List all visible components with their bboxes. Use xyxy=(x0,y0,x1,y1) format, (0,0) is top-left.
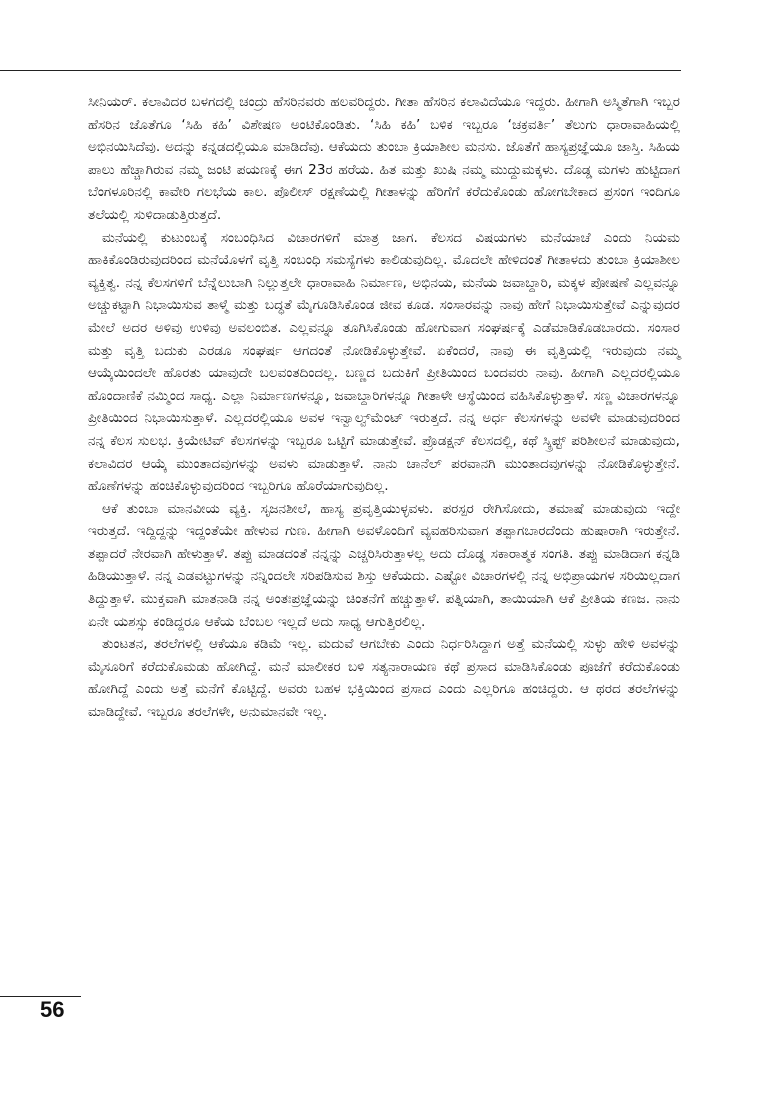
body-text xyxy=(88,91,680,724)
paragraph-2: ಮನೆಯಲ್ಲಿ ಕುಟುಂಬಕ್ಕೆ ಸಂಬಂಧಿಸಿದ ವಿಚಾರಗಳಿಗೆ ಮಾತ್ರ ಜಾಗ. ಕೆಲಸದ ವಿಷಯಗಳು ಮನೆಯಾಚೆ ಎಂದು ನಿಯಮ ಹಾಕಿಕೊಂಡಿರುವುದರಿಂದ ಮನೆಯೊಳಗೆ ವೃತ್ತಿ ಸಂಬಂಧಿ ಸಮಸ್ಯೆಗಳು ಕಾಲಿಡುವುದಿಲ್ಲ. ಮೊದಲೇ ಹೇಳಿದಂತೆ ಗೀತಾಳದು ತುಂಬಾ ಕ್ರಿಯಾಶೀಲ ವ್ಯಕ್ತಿತ್ವ. ನನ್ನ ಕೆಲಸಗಳಿಗೆ ಬೆನ್ನೆಲುಬಾಗಿ ನಿಲ್ಲುತ್ತಲೇ ಧಾರಾವಾಹಿ ನಿರ್ಮಾಣ, ಅಭಿನಯ, ಮನೆಯ ಜವಾಬ್ದಾರಿ, ಮಕ್ಕಳ ಪೋಷಣೆ ಎಲ್ಲವನ್ನೂ ಅಚ್ಚುಕಟ್ಟಾಗಿ ನಿಭಾಯಿಸುವ ತಾಳ್ಮೆ ಮತ್ತು ಬದ್ಧತೆ ಮೈಗೂಡಿಸಿಕೊಂಡ ಜೀವ ಕೂಡ. ಸಂಸಾರವನ್ನು ನಾವು ಹೇಗೆ ನಿಭಾಯಿಸುತ್ತೇವೆ ಎನ್ನುವುದರ ಮೇಲೆ ಅದರ ಅಳಿವು ಉಳಿವು ಅವಲಂಬಿತ. ಎಲ್ಲವನ್ನೂ ತೂಗಿಸಿಕೊಂಡು ಹೋಗುವಾಗ ಸಂಘರ್ಷಕ್ಕೆ ಎಡೆಮಾಡಿಕೊಡಬಾರದು. ಸಂಸಾರ ಮತ್ತು ವೃತ್ತಿ ಬದುಕು ಎರಡೂ ಸಂಘರ್ಷ ಆಗದಂತೆ ನೋಡಿಕೊಳ್ಳುತ್ತೇವೆ. ಏಕೆಂದರೆ, ನಾವು ಈ ವೃತ್ತಿಯಲ್ಲಿ ಇರುವುದು ನಮ್ಮ ಆಯ್ಕೆಯಿಂದಲೇ ಹೊರತು ಯಾವುದೇ ಬಲವಂತದಿಂದಲ್ಲ. ಬಣ್ಣದ ಬದುಕಿಗೆ ಪ್ರೀತಿಯಿಂದ ಬಂದವರು ನಾವು. ಹೀಗಾಗಿ ಎಲ್ಲದರಲ್ಲಿಯೂ ಹೊಂದಾಣಿಕೆ ನಮ್ಮಿಂದ ಸಾಧ್ಯ. ಎಲ್ಲಾ ನಿರ್ಮಾಣಗಳನ್ನೂ, ಜವಾಬ್ದಾರಿಗಳನ್ನೂ ಗೀತಾಳೇ ಆಸ್ಥೆಯಿಂದ ವಹಿಸಿಕೊಳ್ಳುತ್ತಾಳೆ. ಸಣ್ಣ ವಿಚಾರಗಳನ್ನೂ ಪ್ರೀತಿಯಿಂದ ನಿಭಾಯಿಸುತ್ತಾಳೆ. ಎಲ್ಲದರಲ್ಲಿಯೂ ಅವಳ ಇನ್ವಾಲ್ವ್‌ಮೆಂಟ್ ಇರುತ್ತದೆ. ನನ್ನ ಅರ್ಧ ಕೆಲಸಗಳನ್ನು ಅವಳೇ ಮಾಡುವುದರಿಂದ ನನ್ನ ಕೆಲಸ ಸುಲಭ. ಕ್ರಿಯೇಟಿವ್ ಕೆಲಸಗಳನ್ನು ಇಬ್ಬರೂ ಒಟ್ಟಿಗೆ ಮಾಡುತ್ತೇವೆ. ಪ್ರೊಡಕ್ಷನ್ ಕೆಲಸದಲ್ಲಿ, ಕಥೆ ಸ್ಕ್ರಿಪ್ಟ್ ಪರಿಶೀಲನೆ ಮಾಡುವುದು, ಕಲಾವಿದರ ಆಯ್ಕೆ ಮುಂತಾದವುಗಳನ್ನು ಅವಳು ಮಾಡುತ್ತಾಳೆ. ನಾನು ಚಾನೆಲ್ ಪರವಾನಗಿ ಮುಂತಾದವುಗಳನ್ನು ನೋಡಿಕೊಳ್ಳುತ್ತೇನೆ. ಹೊಣೆಗಳನ್ನು ಹಂಚಿಕೊಳ್ಳುವುದರಿಂದ ಇಬ್ಬರಿಗೂ ಹೊರೆಯಾಗುವುದಿಲ್ಲ. xyxy=(88,229,680,495)
page-number: 56 xyxy=(40,997,65,1022)
paragraph-1: ಸೀನಿಯರ್. ಕಲಾವಿದರ ಬಳಗದಲ್ಲಿ ಚಂದ್ರು ಹೆಸರಿನವರು ಹಲವರಿದ್ದರು. ಗೀತಾ ಹೆಸರಿನ ಕಲಾವಿದೆಯೂ ಇದ್ದರು. ಹೀಗಾಗಿ ಅಸ್ಮಿತೆಗಾಗಿ ಇಬ್ಬರ ಹೆಸರಿನ ಜೊತೆಗೂ ‘ಸಿಹಿ ಕಹಿ’ ವಿಶೇಷಣ ಅಂಟಿಕೊಂಡಿತು. ‘ಸಿಹಿ ಕಹಿ’ ಬಳಿಕ ಇಬ್ಬರೂ ‘ಚಕ್ರವರ್ತಿ’ ತೆಲುಗು ಧಾರಾವಾಹಿಯಲ್ಲಿ ಅಭಿನಯಿಸಿದೆವು. ಅದನ್ನು ಕನ್ನಡದಲ್ಲಿಯೂ ಮಾಡಿದೆವು. ಆಕೆಯದು ತುಂಬಾ ಕ್ರಿಯಾಶೀಲ ಮನಸು. ಜೊತೆಗೆ ಹಾಸ್ಯಪ್ರಜ್ಞೆಯೂ ಜಾಸ್ತಿ. ಸಿಹಿಯ ಪಾಲು ಹೆಚ್ಚಾಗಿರುವ ನಮ್ಮ ಜಂಟಿ ಪಯಣಕ್ಕೆ ಈಗ 23ರ ಹರೆಯ. ಹಿತ ಮತ್ತು ಖುಷಿ ನಮ್ಮ ಮುದ್ದುಮಕ್ಕಳು. ದೊಡ್ಡ ಮಗಳು ಹುಟ್ಟಿದಾಗ ಬೆಂಗಳೂರಿನಲ್ಲಿ ಕಾವೇರಿ ಗಲಭೆಯ ಕಾಲ. ಪೊಲೀಸ್ ರಕ್ಷಣೆಯಲ್ಲಿ ಗೀತಾಳನ್ನು ಹೆರಿಗೆಗೆ ಕರೆದುಕೊಂಡು ಹೋಗಬೇಕಾದ ಪ್ರಸಂಗ ಇಂದಿಗೂ ತಲೆಯಲ್ಲಿ ಸುಳಿದಾಡುತ್ತಿರುತ್ತದೆ. xyxy=(88,94,680,223)
top-rule xyxy=(0,70,681,71)
paragraph-3: ಆಕೆ ತುಂಬಾ ಮಾನವೀಯ ವ್ಯಕ್ತಿ. ಸೃಜನಶೀಲೆ, ಹಾಸ್ಯ ಪ್ರವೃತ್ತಿಯುಳ್ಳವಳು. ಪರಸ್ಪರ ರೇಗಿಸೋದು, ತಮಾಷೆ ಮಾಡುವುದು ಇದ್ದೇ ಇರುತ್ತದೆ. ಇದ್ದಿದ್ದನ್ನು ಇದ್ದಂತೆಯೇ ಹೇಳುವ ಗುಣ. ಹೀಗಾಗಿ ಅವಳೊಂದಿಗೆ ವ್ಯವಹರಿಸುವಾಗ ತಪ್ಪಾಗಬಾರದೆಂದು ಹುಷಾರಾಗಿ ಇರುತ್ತೇನೆ. ತಪ್ಪಾದರೆ ನೇರವಾಗಿ ಹೇಳುತ್ತಾಳೆ. ತಪ್ಪು ಮಾಡದಂತೆ ನನ್ನನ್ನು ಎಚ್ಚರಿಸಿರುತ್ತಾಳಲ್ಲ ಅದು ದೊಡ್ಡ ಸಕಾರಾತ್ಮಕ ಸಂಗತಿ. ತಪ್ಪು ಮಾಡಿದಾಗ ಕನ್ನಡಿ ಹಿಡಿಯುತ್ತಾಳೆ. ನನ್ನ ಎಡವಟ್ಟುಗಳನ್ನು ನನ್ನಿಂದಲೇ ಸರಿಪಡಿಸುವ ಶಿಸ್ತು ಆಕೆಯದು. ಎಷ್ಟೋ ವಿಚಾರಗಳಲ್ಲಿ ನನ್ನ ಅಭಿಪ್ರಾಯಗಳ ಸರಿಯಿಲ್ಲದಾಗ ತಿದ್ದುತ್ತಾಳೆ. ಮುಕ್ತವಾಗಿ ಮಾತನಾಡಿ ನನ್ನ ಅಂತಃಪ್ರಜ್ಞೆಯನ್ನು ಚಿಂತನೆಗೆ ಹಚ್ಚುತ್ತಾಳೆ. ಪತ್ನಿಯಾಗಿ, ತಾಯಿಯಾಗಿ ಆಕೆ ಪ್ರೀತಿಯ ಕಣಜ. ನಾನು ಏನೇ ಯಶಸ್ಸು ಕಂಡಿದ್ದರೂ ಆಕೆಯ ಬೆಂಬಲ ಇಲ್ಲದೆ ಅದು ಸಾಧ್ಯ ಆಗುತ್ತಿರಲಿಲ್ಲ. xyxy=(88,500,680,630)
paragraph-4: ತುಂಟತನ, ತರಲೆಗಳಲ್ಲಿ ಆಕೆಯೂ ಕಡಿಮೆ ಇಲ್ಲ. ಮದುವೆ ಆಗಬೇಕು ಎಂದು ನಿರ್ಧರಿಸಿದ್ದಾಗ ಅತ್ತೆ ಮನೆಯಲ್ಲಿ ಸುಳ್ಳು ಹೇಳಿ ಅವಳನ್ನು ಮೈಸೂರಿಗೆ ಕರೆದುಕೊಮಡು ಹೋಗಿದ್ದೆ. ಮನೆ ಮಾಲೀಕರ ಬಳಿ ಸತ್ಯನಾರಾಯಣ ಕಥೆ ಪ್ರಸಾದ ಮಾಡಿಸಿಕೊಂಡು ಪೂಜೆಗೆ ಕರೆದುಕೊಂಡು ಹೋಗಿದ್ದೆ ಎಂದು ಅತ್ತೆ ಮನೆಗೆ ಕೊಟ್ಟಿದ್ದೆ. ಅವರು ಬಹಳ ಭಕ್ತಿಯಿಂದ ಪ್ರಸಾದ ಎಂದು ಎಲ್ಲರಿಗೂ ಹಂಚಿದ್ದರು. ಆ ಥರದ ತರಲೆಗಳನ್ನು ಮಾಡಿದ್ದೇವೆ. ಇಬ್ಬರೂ ತರಲೆಗಳೇ, ಅನುಮಾನವೇ ಇಲ್ಲ. xyxy=(88,636,680,721)
